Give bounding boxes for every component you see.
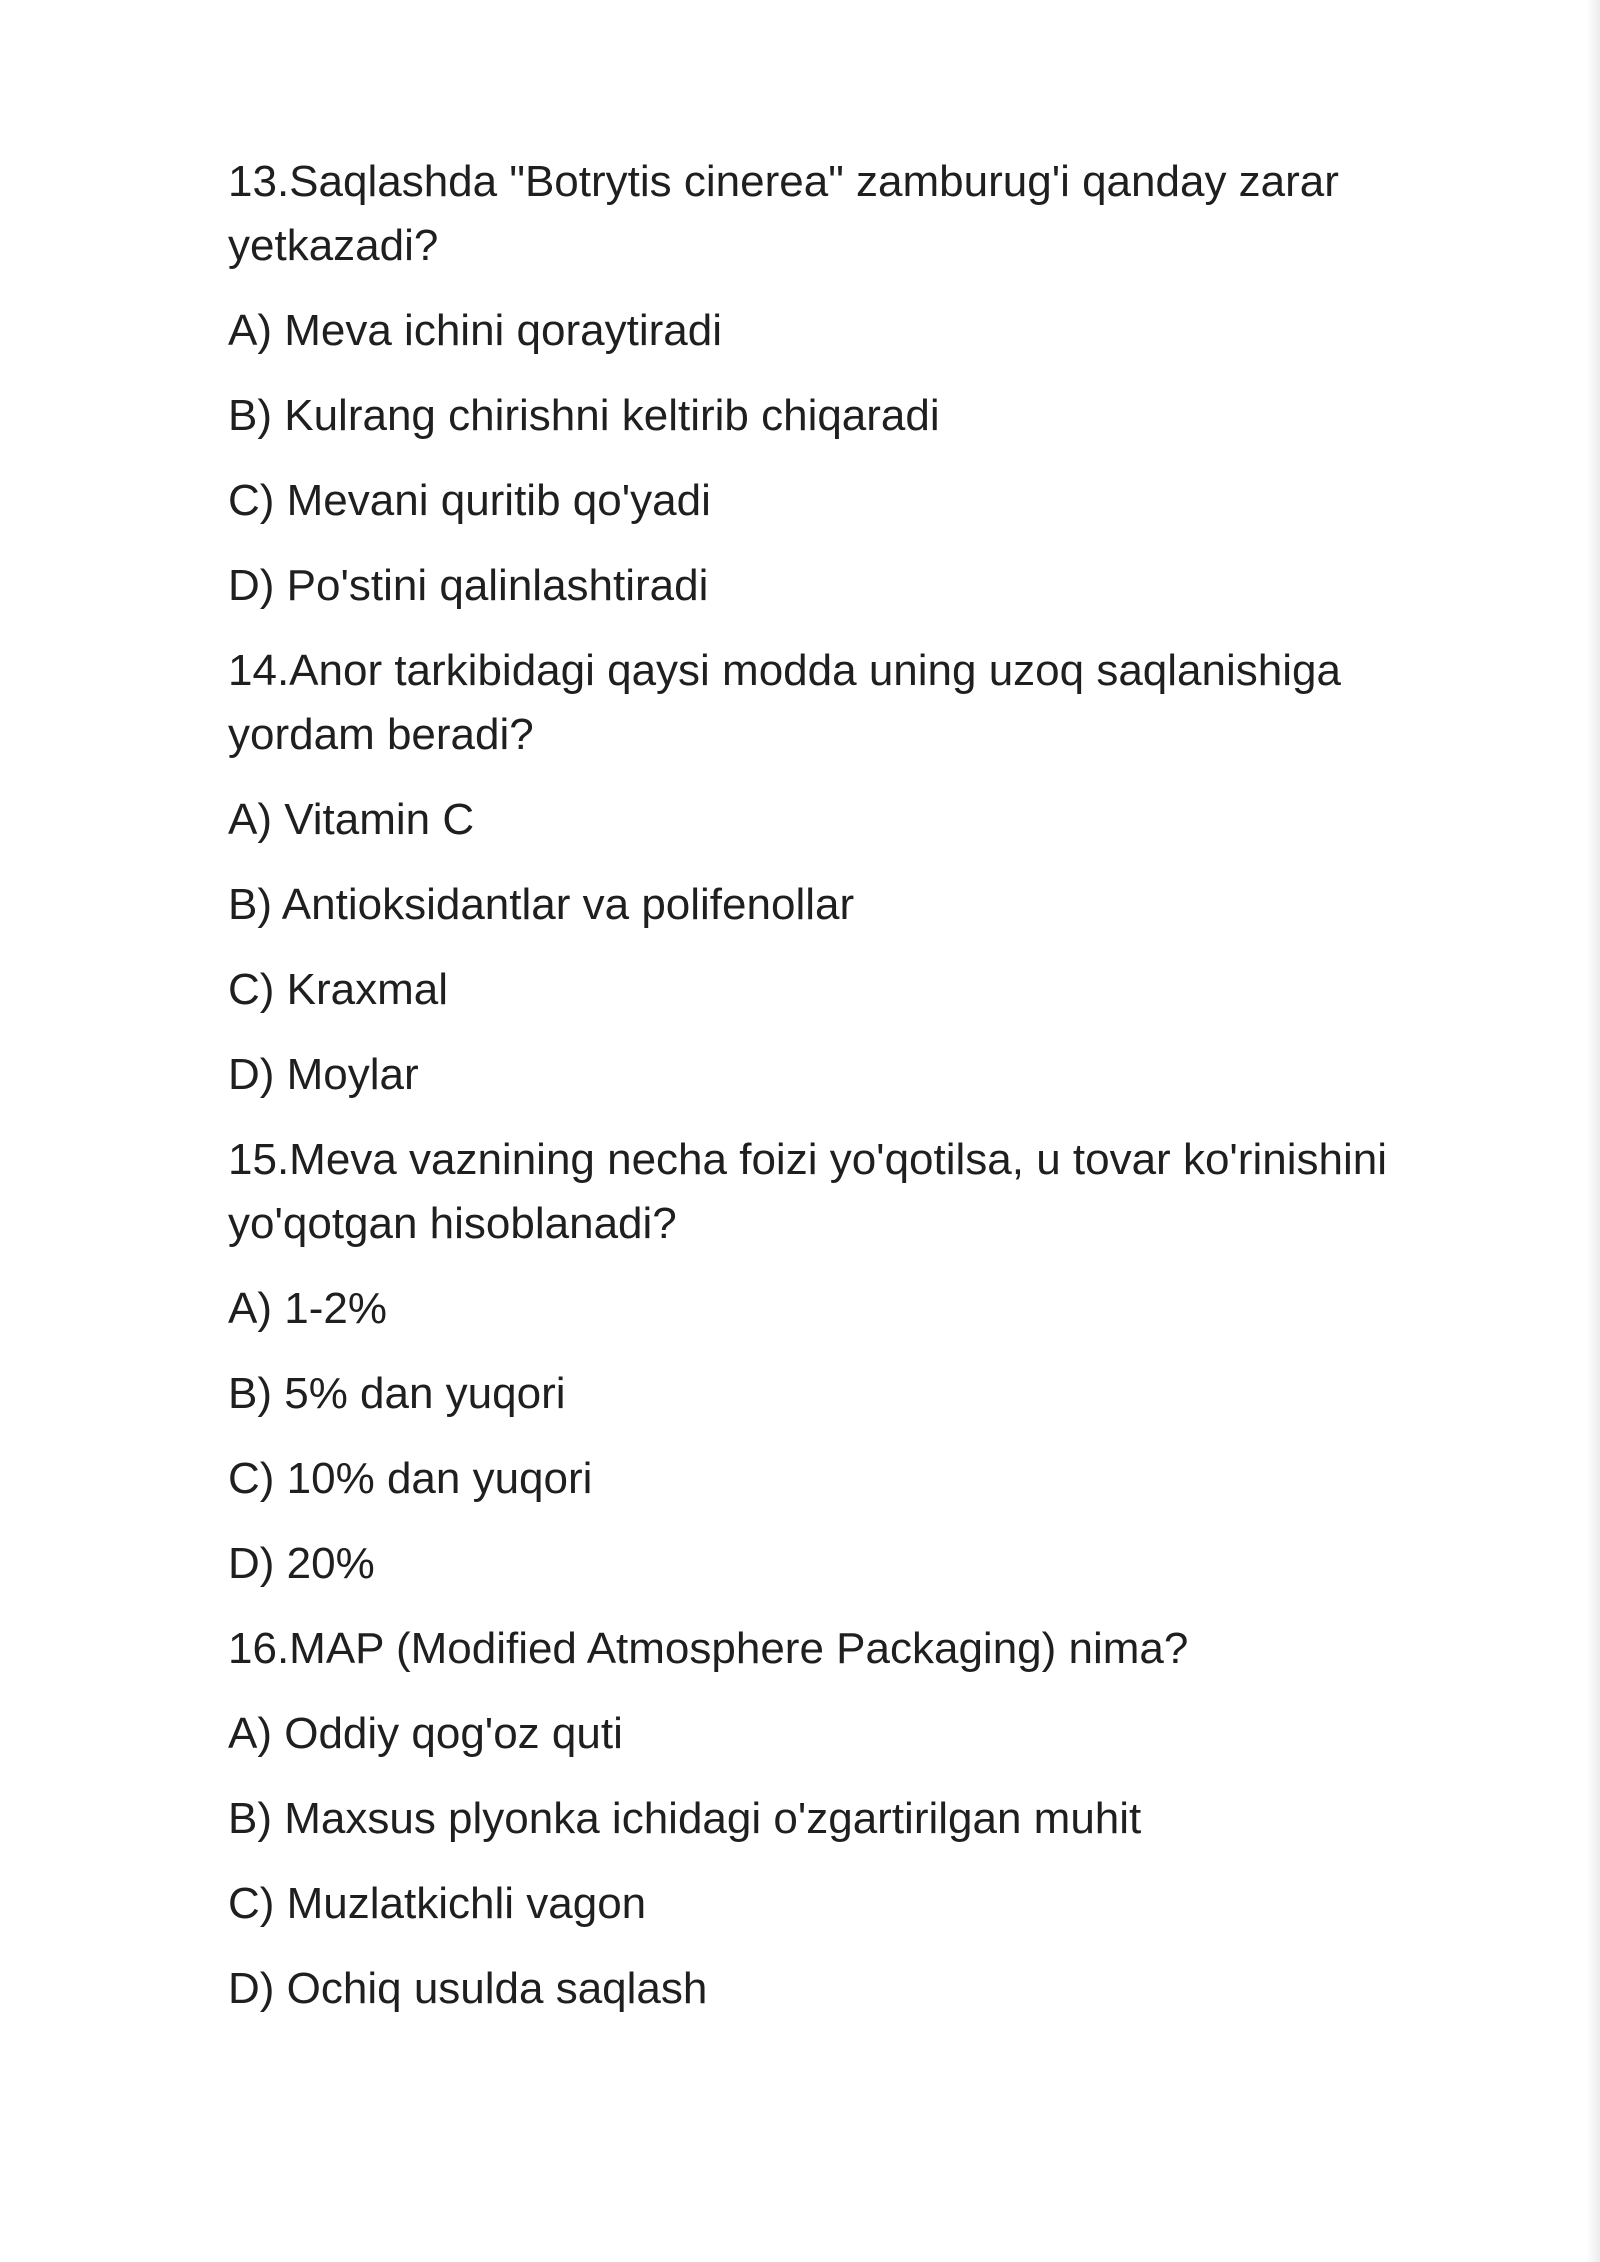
question-text: 13.Saqlashda "Botrytis cinerea" zamburug'i qanday zarar yetkazadi? bbox=[228, 157, 1339, 270]
question-block-14 bbox=[228, 639, 1458, 1107]
question-block-13 bbox=[228, 150, 1458, 618]
option-b: B) Maxsus plyonka ichidagi o'zgartirilgan muhit bbox=[228, 1794, 1142, 1843]
option-c: C) Kraxmal bbox=[228, 965, 449, 1014]
option-c: C) Mevani quritib qo'yadi bbox=[228, 476, 711, 525]
option-a: A) Oddiy qog'oz quti bbox=[228, 1709, 623, 1758]
question-block-16 bbox=[228, 1617, 1458, 2021]
option-d: D) Ochiq usulda saqlash bbox=[228, 1964, 708, 2013]
option-d: D) Moylar bbox=[228, 1050, 419, 1099]
option-b: B) Kulrang chirishni keltirib chiqaradi bbox=[228, 391, 940, 440]
question-text: 16.MAP (Modified Atmosphere Packaging) nima? bbox=[228, 1624, 1189, 1673]
option-a: A) Meva ichini qoraytiradi bbox=[228, 306, 722, 355]
question-text: 14.Anor tarkibidagi qaysi modda uning uzoq saqlanishiga yordam beradi? bbox=[228, 646, 1341, 759]
option-c: C) Muzlatkichli vagon bbox=[228, 1879, 647, 1928]
option-d: D) Po'stini qalinlashtiradi bbox=[228, 561, 709, 610]
page-edge-shadow bbox=[1586, 0, 1600, 2262]
quiz-content bbox=[228, 150, 1458, 2042]
option-b: B) Antioksidantlar va polifenollar bbox=[228, 880, 855, 929]
option-c: C) 10% dan yuqori bbox=[228, 1454, 593, 1503]
option-b: B) 5% dan yuqori bbox=[228, 1369, 566, 1418]
option-d: D) 20% bbox=[228, 1539, 375, 1588]
option-a: A) 1-2% bbox=[228, 1284, 387, 1333]
option-a: A) Vitamin C bbox=[228, 795, 475, 844]
question-block-15 bbox=[228, 1128, 1458, 1596]
question-text: 15.Meva vaznining necha foizi yo'qotilsa, u tovar ko'rinishini yo'qotgan hisoblanadi? bbox=[228, 1135, 1387, 1248]
